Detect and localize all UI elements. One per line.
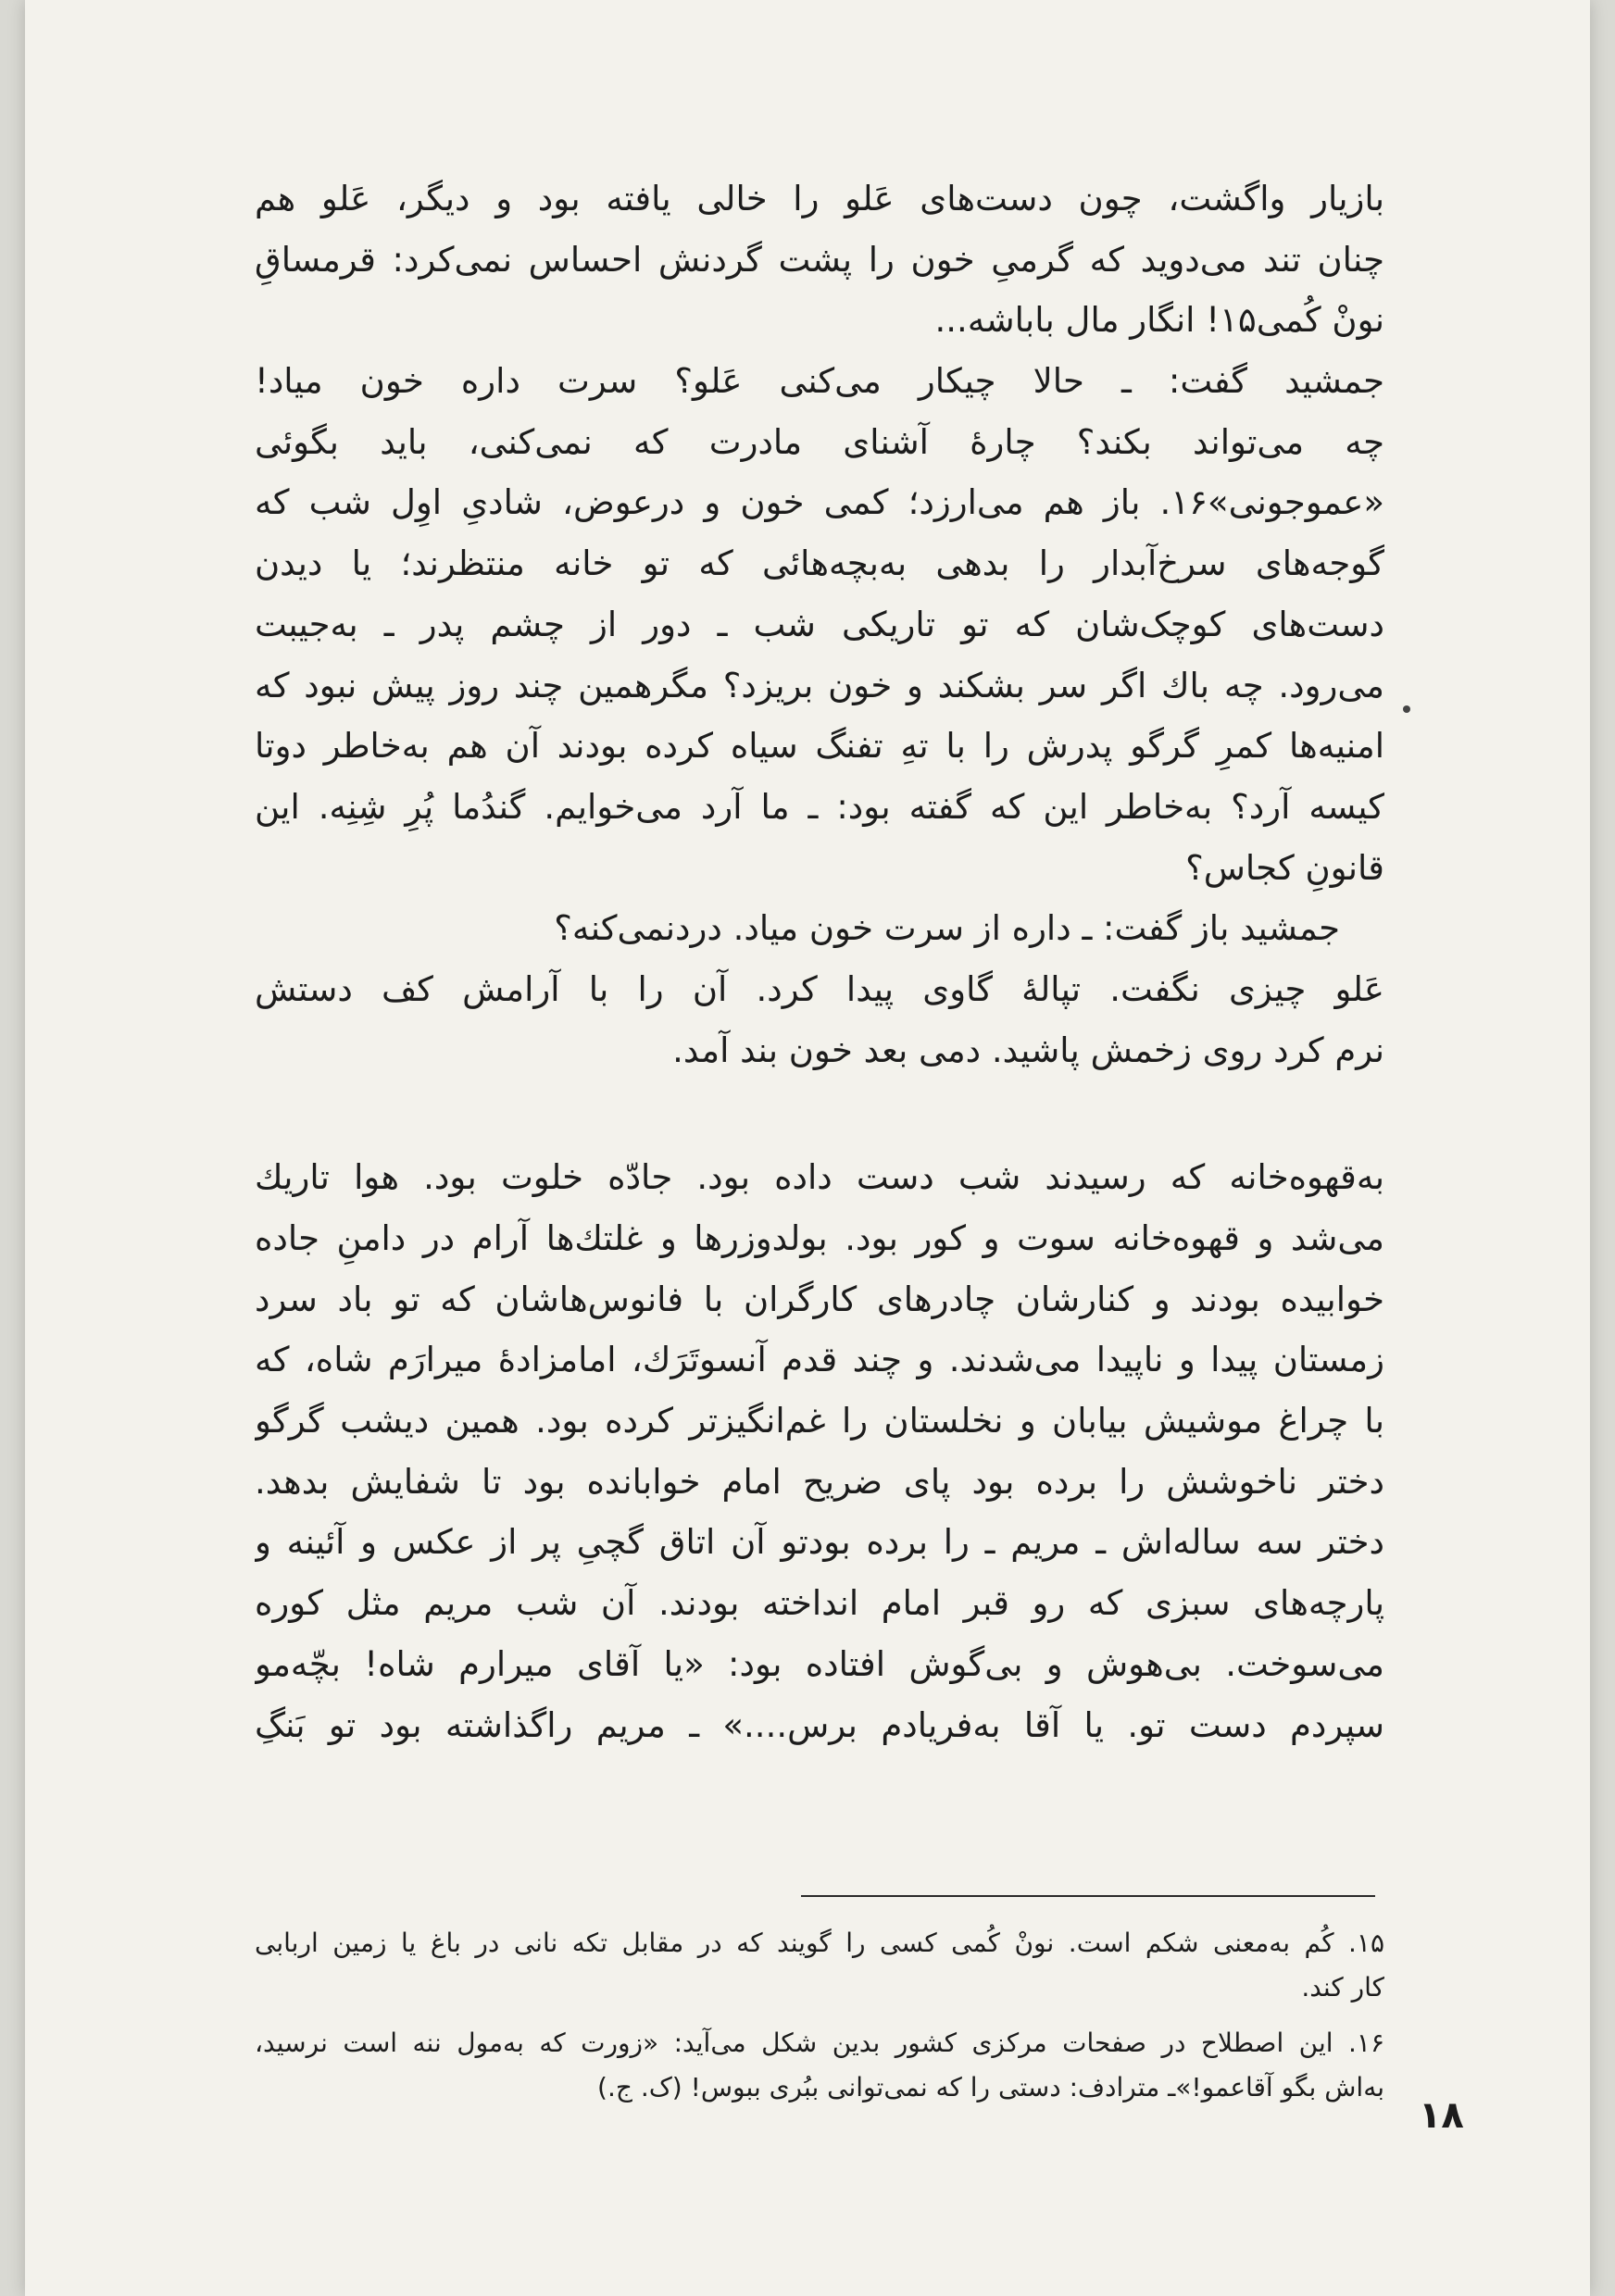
body-line: جمشید باز گفت: ـ داره از سرت خون میاد. دردنمی‌کنه؟: [554, 908, 1340, 949]
body-line: به‌قهوه‌خانه که رسیدند شب دست داده بود. جادّه خلوت بود. هوا تاریك: [255, 1157, 1384, 1198]
body-line: پارچه‌های سبزی که رو قبر امام انداخته بودند. آن شب مریم مثل کوره: [255, 1583, 1384, 1624]
body-line: گوجه‌های سرخ‌آبدار را بدهی به‌بچه‌هائی که تو خانه منتظرند؛ یا دیدن: [255, 543, 1384, 584]
body-line: می‌شد و قهوه‌خانه سوت و کور بود. بولدوزرها و غلتك‌ها آرام در دامنِ جاده: [255, 1218, 1384, 1258]
margin-dot: [1403, 705, 1410, 713]
body-text: [255, 168, 1384, 1755]
page-number: ۱۸: [1419, 2094, 1464, 2137]
body-line: دختر ناخوشش را برده بود پای ضریح امام خوابانده بود تا شفایش بدهد.: [255, 1461, 1384, 1502]
body-line: کیسه آرد؟ به‌خاطر این که گفته بود: ـ ما آرد می‌خوایم. گندُما پُرِ شِنِه. این: [255, 786, 1384, 827]
footnote-gap: [255, 2010, 1384, 2021]
body-line: «عموجونی»۱۶. باز هم می‌ارزد؛ کمی خون و درعوض، شادیِ اوِل شب که: [255, 482, 1384, 523]
body-line: قانونِ کجاس؟: [1185, 847, 1384, 888]
body-line: می‌سوخت. بی‌هوش و بی‌گوش افتاده بود: «یا آقای میرارم شاه! بچّه‌مو: [255, 1643, 1384, 1684]
body-line: دست‌های کوچک‌شان که تو تاریکی شب ـ دور از چشم پدر ـ به‌جیبت: [255, 604, 1384, 644]
body-line: نونْ کُمی۱۵! انگار مال باباشه...: [934, 300, 1384, 341]
body-line: عَلو چیزی نگفت. تپالهٔ گاوی پیدا کرد. آن را با آرامش کف دستش: [255, 968, 1384, 1009]
body-line: سپردم دست تو. یا آقا به‌فریادم برس....» ـ مریم راگذاشته بود تو بَنگِ: [255, 1704, 1384, 1745]
body-line: جمشید گفت: ـ حالا چیکار می‌کنی عَلو؟ سرت داره خون میاد!: [255, 361, 1384, 402]
section-break: [255, 1080, 1384, 1147]
body-line: می‌رود. چه باك اگر سر بشکند و خون بریزد؟ مگرهمین چند روز پیش نبود که: [255, 665, 1384, 705]
footnotes: [255, 1921, 1384, 2110]
body-line: بازیار واگشت، چون دست‌های عَلو را خالی یافته بود و دیگر، عَلو هم: [255, 179, 1384, 218]
body-line: زمستان پیدا و ناپیدا می‌شدند. و چند قدم آنسوتَرَك، امامزادهٔ میرارَم شاه، که: [255, 1340, 1384, 1380]
footnote-16-line: به‌اش بگو آقاعمو!»ـ مترادف: دستی را که نمی‌توانی ببُری ببوس! (ک. ج.): [597, 2072, 1384, 2103]
body-line: امنیه‌ها کمرِ گرگو پدرش را با تهِ تفنگ سیاه کرده بودند آن هم به‌خاطر دوتا: [255, 726, 1384, 767]
book-page: [25, 0, 1590, 2296]
footnote-15-line: ۱۵. کُم به‌معنی شکم است. نونْ کُمی کسی را گویند که در مقابل تکه نانی در باغ یا زمین اربابی: [255, 1928, 1384, 1958]
footnote-15-line: کار کند.: [1301, 1972, 1384, 2003]
body-line: با چراغ موشیش بیابان و نخلستان را غم‌انگیزتر کرده بود. همین دیشب گرگو: [255, 1401, 1384, 1441]
body-line: چنان تند می‌دوید که گرمیِ خون را پشت گردنش احساس نمی‌کرد: قرمساقِ: [255, 239, 1384, 280]
body-line: دختر سه ساله‌اش ـ مریم ـ را برده بودتو آن اتاق گچیِ پر از عکس و آئینه و: [255, 1522, 1384, 1563]
body-line: چه می‌تواند بکند؟ چارهٔ آشنای مادرت که نمی‌کنی، باید بگوئی: [255, 421, 1384, 462]
body-line: خوابیده بودند و کنارشان چادرهای کارگران با فانوس‌هاشان که تو باد سرد: [255, 1279, 1384, 1319]
body-line: نرم کرد روی زخمش پاشید. دمی بعد خون بند آمد.: [672, 1029, 1384, 1070]
footnote-divider: [801, 1895, 1375, 1897]
footnote-16-line: ۱۶. این اصطلاح در صفحات مرکزی کشور بدین شکل می‌آید: «زورت که به‌مول ننه است نرسید،: [255, 2028, 1384, 2058]
